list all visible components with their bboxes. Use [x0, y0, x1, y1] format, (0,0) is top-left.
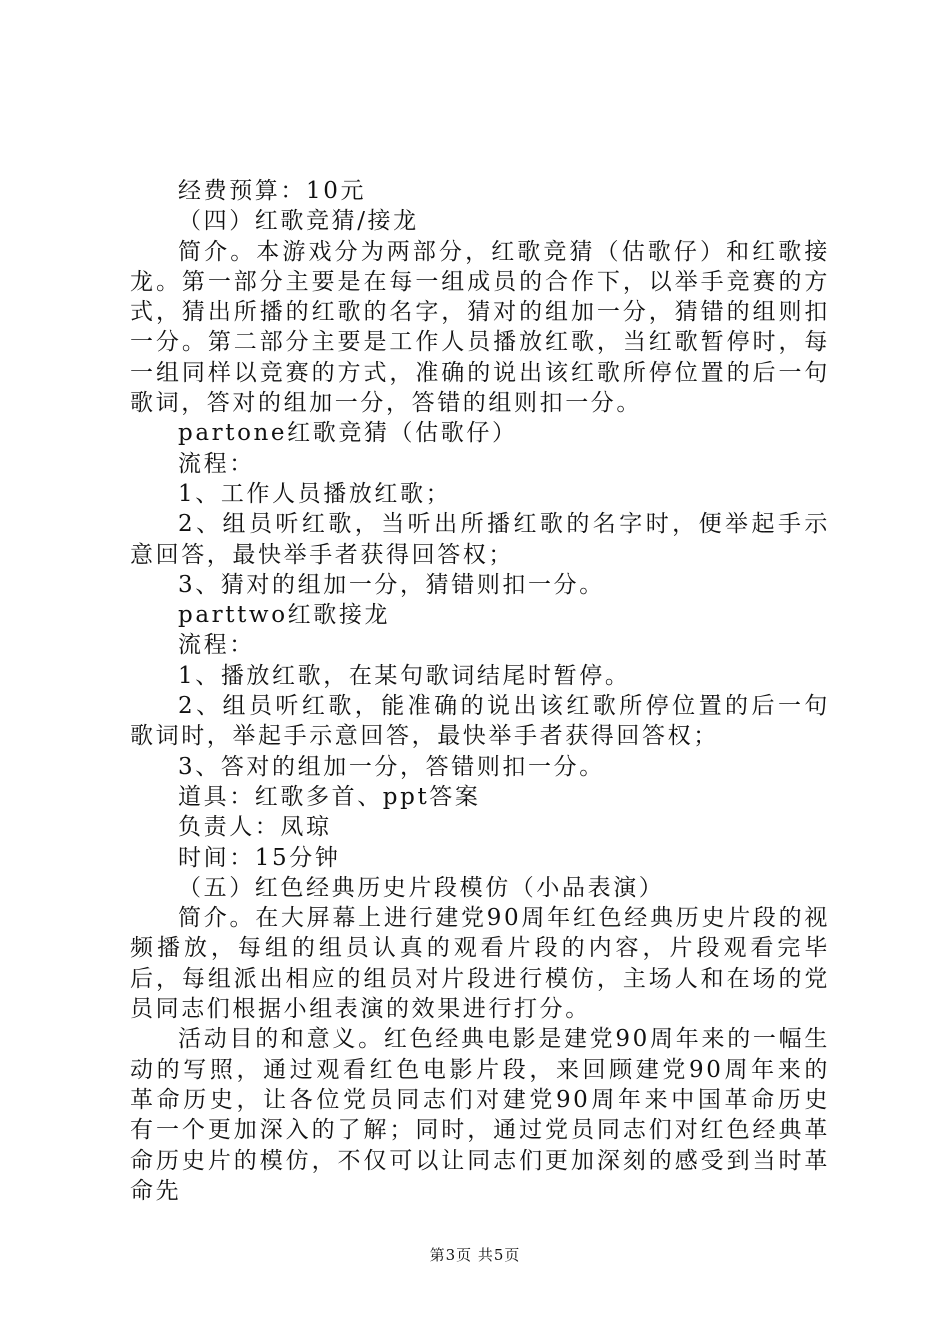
- budget-line: 经费预算：10元: [178, 178, 367, 204]
- part-one-step-1: 1、工作人员播放红歌；: [178, 480, 452, 507]
- time-line: 时间：15分钟: [178, 844, 341, 871]
- section-5-heading: （五）红色经典历史片段模仿（小品表演）: [178, 874, 665, 901]
- section-5-intro: 简介。在大屏幕上进行建党90周年红色经典历史片段的视频播放，每组的组员认真的观看片段的内容，片段观看完毕后，每组派出相应的组员对片段进行模仿，主场人和在场的党员同志们根据小组表演的效果进行打分。: [130, 905, 830, 1023]
- part-one-heading: partone红歌竞猜（估歌仔）: [178, 420, 518, 447]
- part-one-process-label: 流程：: [178, 450, 255, 477]
- page-footer: 第3页 共5页: [429, 1246, 521, 1264]
- part-two-heading: parttwo红歌接龙: [178, 602, 391, 629]
- part-one-step-3: 3、猜对的组加一分，猜错则扣一分。: [178, 571, 605, 598]
- part-one-step-2: 2、组员听红歌，当听出所播红歌的名字时，便举起手示意回答，最快举手者获得回答权；: [130, 511, 830, 568]
- responsible-person-line: 负责人：凤琼: [178, 814, 332, 841]
- part-two-process-label: 流程：: [178, 632, 255, 659]
- section-5-purpose: 活动目的和意义。红色经典电影是建党90周年来的一幅生动的写照，通过观看红色电影片段，来回顾建党90周年来的革命历史，让各位党员同志们对建党90周年来中国革命历史有一个更加深入的了解；同时，通过党员同志们对红色经典革命历史片的模仿，不仅可以让同志们更加深刻的感受到当时革命先: [130, 1026, 830, 1204]
- part-two-step-3: 3、答对的组加一分，答错则扣一分。: [178, 753, 605, 780]
- document-body: [130, 176, 830, 1206]
- part-two-step-2: 2、组员听红歌，能准确的说出该红歌所停位置的后一句歌词时，举起手示意回答，最快举手者获得回答权；: [130, 693, 830, 750]
- section-4-heading: （四）红歌竞猜/接龙: [178, 208, 419, 235]
- section-4-intro: 简介。本游戏分为两部分，红歌竞猜（估歌仔）和红歌接龙。第一部分主要是在每一组成员的合作下，以举手竞赛的方式，猜出所播的红歌的名字，猜对的组加一分，猜错的组则扣一分。第二部分主要是工作人员播放红歌，当红歌暂停时，每一组同样以竞赛的方式，准确的说出该红歌所停位置的后一句歌词，答对的组加一分，答错的组则扣一分。: [130, 238, 830, 417]
- part-two-step-1: 1、播放红歌，在某句歌词结尾时暂停。: [178, 662, 631, 689]
- props-line: 道具：红歌多首、ppt答案: [178, 783, 481, 810]
